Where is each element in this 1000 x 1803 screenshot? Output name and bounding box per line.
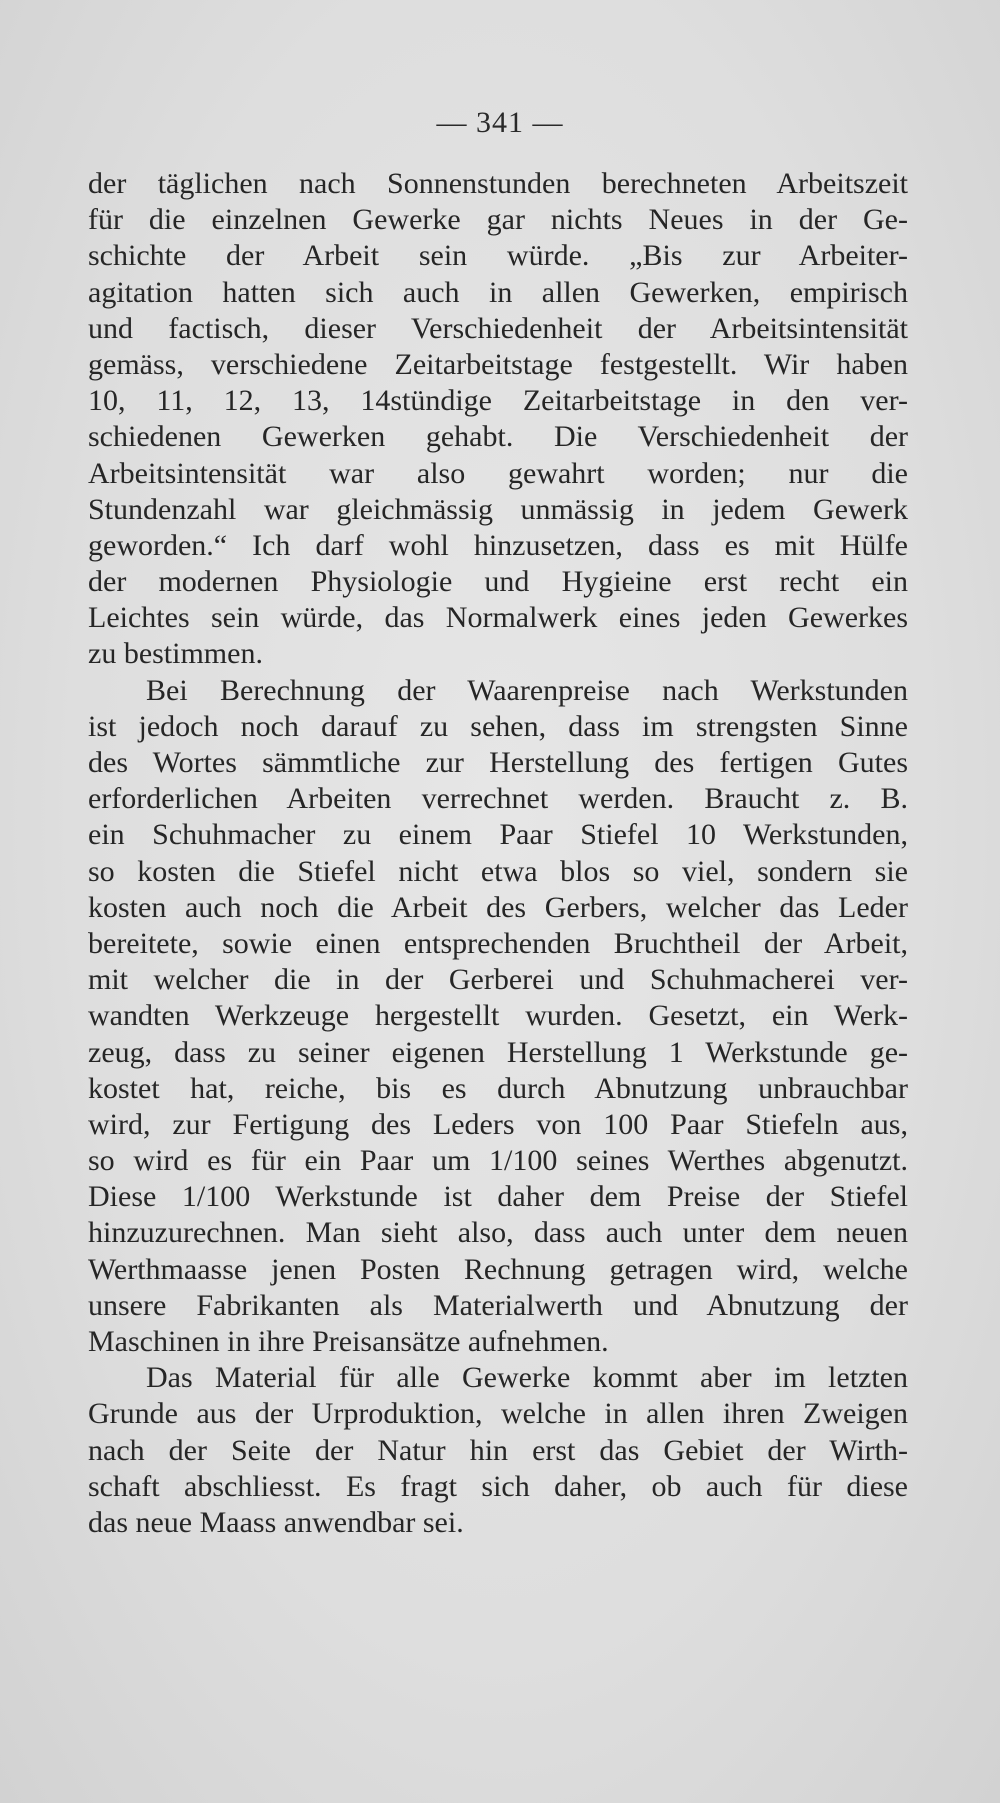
text-line: erforderlichen Arbeiten verrechnet werden. Braucht z. B. <box>88 782 908 816</box>
text-line: Diese 1/100 Werkstunde ist daher dem Preise der Stiefel <box>88 1180 908 1214</box>
paragraph-2 <box>88 673 908 1361</box>
text-line: gemäss, verschiedene Zeitarbeitstage festgestellt. Wir haben <box>88 347 908 381</box>
text-line: Maschinen in ihre Preisansätze aufnehmen. <box>88 1325 609 1358</box>
text-line: agitation hatten sich auch in allen Gewerken, empirisch <box>88 275 908 309</box>
text-line: unsere Fabrikanten als Materialwerth und Abnutzung der <box>88 1288 908 1322</box>
text-line: ein Schuhmacher zu einem Paar Stiefel 10 Werkstunden, <box>88 818 908 852</box>
text-line: nach der Seite der Natur hin erst das Gebiet der Wirth- <box>88 1433 908 1467</box>
text-line: schaft abschliesst. Es fragt sich daher, ob auch für diese <box>88 1469 908 1503</box>
text-line: der modernen Physiologie und Hygieine erst recht ein <box>88 565 908 599</box>
text-line: Werthmaasse jenen Posten Rechnung getragen wird, welche <box>88 1252 908 1286</box>
text-line: zeug, dass zu seiner eigenen Herstellung 1 Werkstunde ge- <box>88 1035 908 1069</box>
text-line: 10, 11, 12, 13, 14stündige Zeitarbeitstage in den ver- <box>88 384 908 418</box>
text-line: Stundenzahl war gleichmässig unmässig in jedem Gewerk <box>88 492 908 526</box>
text-line: schichte der Arbeit sein würde. „Bis zur Arbeiter- <box>88 239 908 273</box>
text-line: kostet hat, reiche, bis es durch Abnutzung unbrauchbar <box>88 1071 908 1105</box>
text-line: zu bestimmen. <box>88 637 263 671</box>
text-line: mit welcher die in der Gerberei und Schuhmacherei ver- <box>88 963 908 997</box>
text-line: das neue Maass anwendbar sei. <box>88 1505 464 1539</box>
paragraph-1 <box>88 166 908 673</box>
text-line: hinzuzurechnen. Man sieht also, dass auch unter dem neuen <box>88 1216 908 1250</box>
text-line: geworden.“ Ich darf wohl hinzusetzen, dass es mit Hülfe <box>88 528 908 562</box>
text-line: Grunde aus der Urproduktion, welche in allen ihren Zweigen <box>88 1397 908 1431</box>
paragraph-3 <box>88 1360 908 1541</box>
text-line: schiedenen Gewerken gehabt. Die Verschiedenheit der <box>88 420 908 454</box>
text-line: so kosten die Stiefel nicht etwa blos so viel, sondern sie <box>88 854 908 888</box>
text-line: Bei Berechnung der Waarenpreise nach Werkstunden <box>146 673 908 707</box>
text-line: kosten auch noch die Arbeit des Gerbers, welcher das Leder <box>88 890 908 924</box>
text-line: des Wortes sämmtliche zur Herstellung des fertigen Gutes <box>88 746 908 779</box>
text-line: bereitete, sowie einen entsprechenden Bruchtheil der Arbeit, <box>88 926 908 960</box>
text-line: wandten Werkzeuge hergestellt wurden. Gesetzt, ein Werk- <box>88 999 908 1033</box>
text-line: wird, zur Fertigung des Leders von 100 Paar Stiefeln aus, <box>88 1107 908 1141</box>
text-line: und factisch, dieser Verschiedenheit der Arbeitsintensität <box>88 311 908 345</box>
text-line: für die einzelnen Gewerke gar nichts Neues in der Ge- <box>88 203 908 237</box>
page-number: — 341 — <box>436 106 564 139</box>
text-line: so wird es für ein Paar um 1/100 seines Werthes abgenutzt. <box>88 1144 908 1178</box>
text-line: Arbeitsintensität war also gewahrt worden; nur die <box>88 456 908 490</box>
text-line: Das Material für alle Gewerke kommt aber im letzten <box>146 1361 908 1395</box>
text-line: Leichtes sein würde, das Normalwerk eines jeden Gewerkes <box>88 601 908 635</box>
body-text <box>88 166 908 1541</box>
text-line: ist jedoch noch darauf zu sehen, dass im strengsten Sinne <box>88 709 908 743</box>
text-line: der täglichen nach Sonnenstunden berechneten Arbeitszeit <box>88 167 908 200</box>
